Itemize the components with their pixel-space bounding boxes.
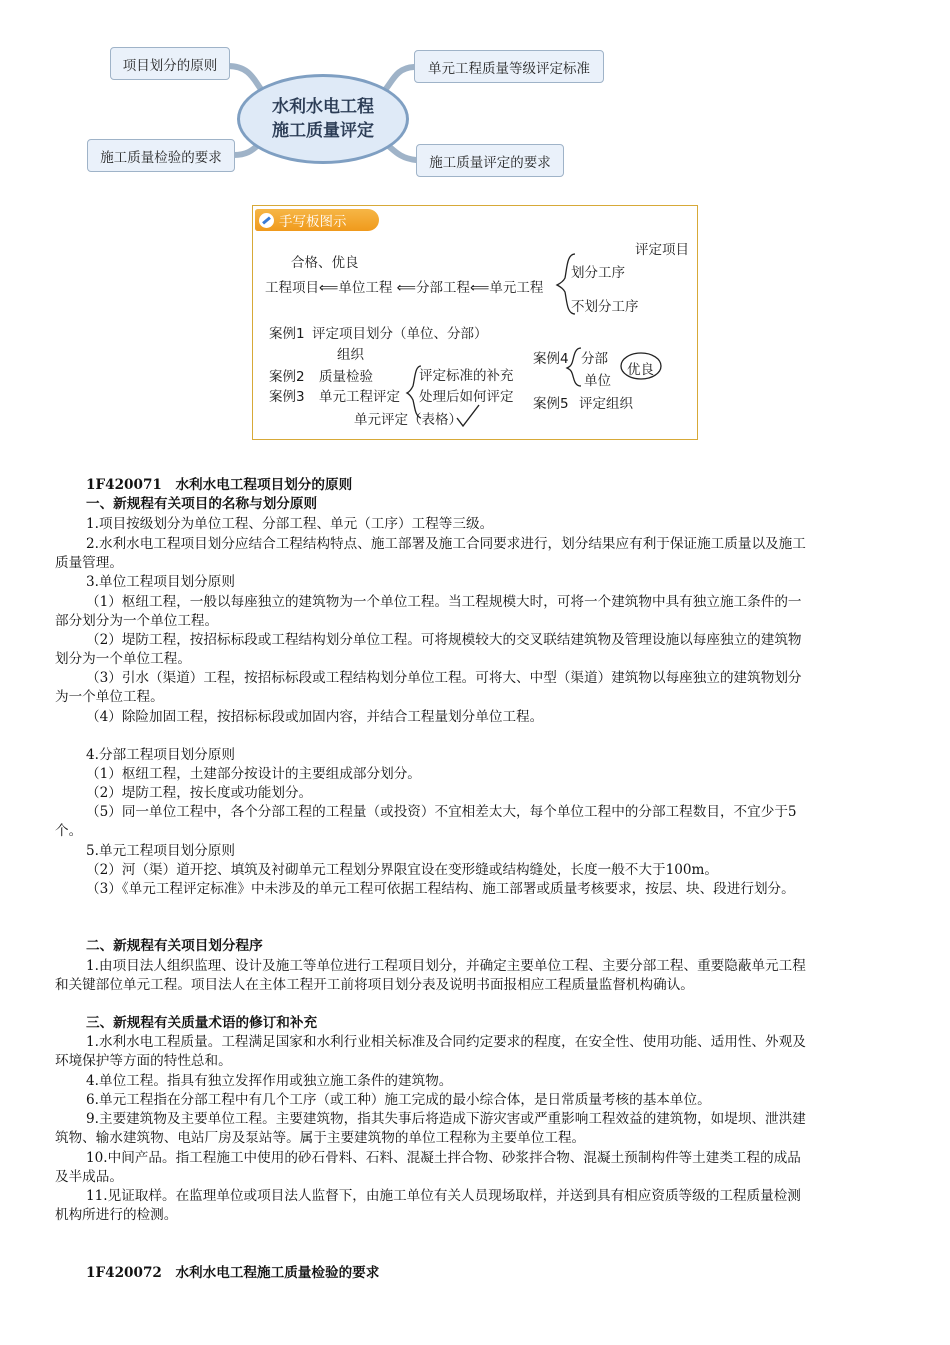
paragraph-line: 个。 <box>55 823 83 839</box>
paragraph-line: 机构所进行的检测。 <box>55 1207 178 1223</box>
paragraph-line: 部分划分为一个单位工程。 <box>55 613 219 629</box>
text-case1: 案例1 <box>269 326 305 342</box>
text-case5-content: 评定组织 <box>579 396 633 412</box>
subsection-heading: 三、新规程有关质量术语的修订和补充 <box>86 1015 318 1031</box>
paragraph-line: 4.单位工程。指具有独立发挥作用或独立施工条件的建筑物。 <box>86 1073 453 1089</box>
center-title-line1: 水利水电工程 <box>272 97 374 117</box>
node-evaluation-requirements: 施工质量评定的要求 <box>416 144 564 177</box>
text-unit-evaluation-form: 单元评定（表格） <box>354 412 462 428</box>
text-project-chain: 工程项目⟸单位工程 ⟸分部工程⟸单元工程 <box>265 280 544 296</box>
paragraph-line: 3.单位工程项目划分原则 <box>86 574 235 590</box>
text-case5: 案例5 <box>533 396 569 412</box>
paragraph-line: 为一个单位工程。 <box>55 689 164 705</box>
paragraph-line: （4）除险加固工程，按招标标段或加固内容，并结合工程量划分单位工程。 <box>86 709 544 725</box>
paragraph-line: 4.分部工程项目划分原则 <box>86 747 235 763</box>
text-case3-content: 单元工程评定 <box>319 389 400 405</box>
text-eval-item: 评定项目 <box>635 242 689 258</box>
paragraph-line: 1.由项目法人组织监理、设计及施工等单位进行工程项目划分，并确定主要单位工程、主要分部工程、重要隐蔽单元工程 <box>86 958 806 974</box>
paragraph-line: 5.单元工程项目划分原则 <box>86 843 235 859</box>
handwriting-board <box>252 205 698 440</box>
text-case2-content: 质量检验 <box>319 369 373 385</box>
paragraph-line: 1.水利水电工程质量。工程满足国家和水利行业相关标准及合同约定要求的程度，在安全性、使用功能、适用性、外观及 <box>86 1034 806 1050</box>
text-case2: 案例2 <box>269 369 305 385</box>
node-unit-quality-standard: 单元工程质量等级评定标准 <box>414 50 604 83</box>
paragraph-line: 及半成品。 <box>55 1169 123 1185</box>
paragraph-line: 划分为一个单位工程。 <box>55 651 191 667</box>
text-no-divide-process: 不划分工序 <box>571 299 639 315</box>
mind-map-center <box>237 74 409 164</box>
text-case1-content: 评定项目划分（单位、分部） <box>312 326 488 342</box>
paragraph-line: 9.主要建筑物及主要单位工程。主要建筑物，指其失事后将造成下游灾害或严重影响工程效益的建筑物，如堤坝、泄洪建 <box>86 1111 806 1127</box>
paragraph-line: 11.见证取样。在监理单位或项目法人监督下，由施工单位有关人员现场取样，并送到具有相应资质等级的工程质量检测 <box>86 1188 801 1204</box>
node-inspection-requirements: 施工质量检验的要求 <box>87 139 235 172</box>
paragraph-line: 2.水利水电工程项目划分应结合工程结构特点、施工部署及施工合同要求进行，划分结果应有利于保证施工质量以及施工 <box>86 536 806 552</box>
center-title-line2: 施工质量评定 <box>272 121 374 141</box>
text-organization: 组织 <box>337 347 364 363</box>
text-pass-good: 合格、优良 <box>291 255 359 271</box>
board-tab-label: 手写板图示 <box>279 214 347 230</box>
section-heading: 1F420072 水利水电工程施工质量检验的要求 <box>86 1265 380 1281</box>
subsection-heading: 一、新规程有关项目的名称与划分原则 <box>86 496 318 512</box>
subsection-heading: 二、新规程有关项目划分程序 <box>86 938 263 954</box>
paragraph-line: 环境保护等方面的特性总和。 <box>55 1053 232 1069</box>
paragraph-line: （3）《单元工程评定标准》中未涉及的单元工程可依据工程结构、施工部署或质量考核要求，按层、块、段进行划分。 <box>86 881 795 897</box>
text-part: 分部 <box>581 351 608 367</box>
text-case3: 案例3 <box>269 389 305 405</box>
text-excellent-circled: 优良 <box>627 362 654 378</box>
paragraph-line: （2）堤防工程，按长度或功能划分。 <box>86 785 313 801</box>
paragraph-line: （5）同一单位工程中，各个分部工程的工程量（或投资）不宜相差太大，每个单位工程中的分部工程数目，不宜少于5 <box>86 804 797 820</box>
paragraph-line: 质量管理。 <box>55 555 123 571</box>
text-standard-supplement: 评定标准的补充 <box>419 368 514 384</box>
node-division-principles: 项目划分的原则 <box>110 47 230 80</box>
paragraph-line: 1.项目按级划分为单位工程、分部工程、单元（工序）工程等三级。 <box>86 516 494 532</box>
text-case4: 案例4 <box>533 351 569 367</box>
section-heading: 1F420071 水利水电工程项目划分的原则 <box>86 477 353 493</box>
text-divide-process: 划分工序 <box>571 265 625 281</box>
mind-map <box>0 0 950 190</box>
paragraph-line: （2）堤防工程，按招标标段或工程结构划分单位工程。可将规模较大的交叉联结建筑物及管理设施以每座独立的建筑物 <box>86 632 802 648</box>
paragraph-line: （3）引水（渠道）工程，按招标标段或工程结构划分单位工程。可将大、中型（渠道）建筑物以每座独立的建筑物划分 <box>86 670 802 686</box>
paragraph-line: 筑物、输水建筑物、电站厂房及泵站等。属于主要建筑物的单位工程称为主要单位工程。 <box>55 1130 586 1146</box>
paragraph-line: （1）枢纽工程，一般以每座独立的建筑物为一个单位工程。当工程规模大时，可将一个建筑物中具有独立施工条件的一 <box>86 594 802 610</box>
paragraph-line: 6.单元工程指在分部工程中有几个工序（或工种）施工完成的最小综合体，是日常质量考核的基本单位。 <box>86 1092 711 1108</box>
paragraph-line: （1）枢纽工程，土建部分按设计的主要组成部分划分。 <box>86 766 421 782</box>
text-unit: 单位 <box>584 373 611 389</box>
text-after-treatment: 处理后如何评定 <box>419 389 514 405</box>
paragraph-line: （2）河（渠）道开挖、填筑及衬砌单元工程划分界限宜设在变形缝或结构缝处，长度一般不大于100m。 <box>86 862 719 878</box>
paragraph-line: 和关键部位单元工程。项目法人在主体工程开工前将项目划分表及说明书面报相应工程质量监督机构确认。 <box>55 977 694 993</box>
paragraph-line: 10.中间产品。指工程施工中使用的砂石骨料、石料、混凝土拌合物、砂浆拌合物、混凝土预制构件等土建类工程的成品 <box>86 1150 801 1166</box>
